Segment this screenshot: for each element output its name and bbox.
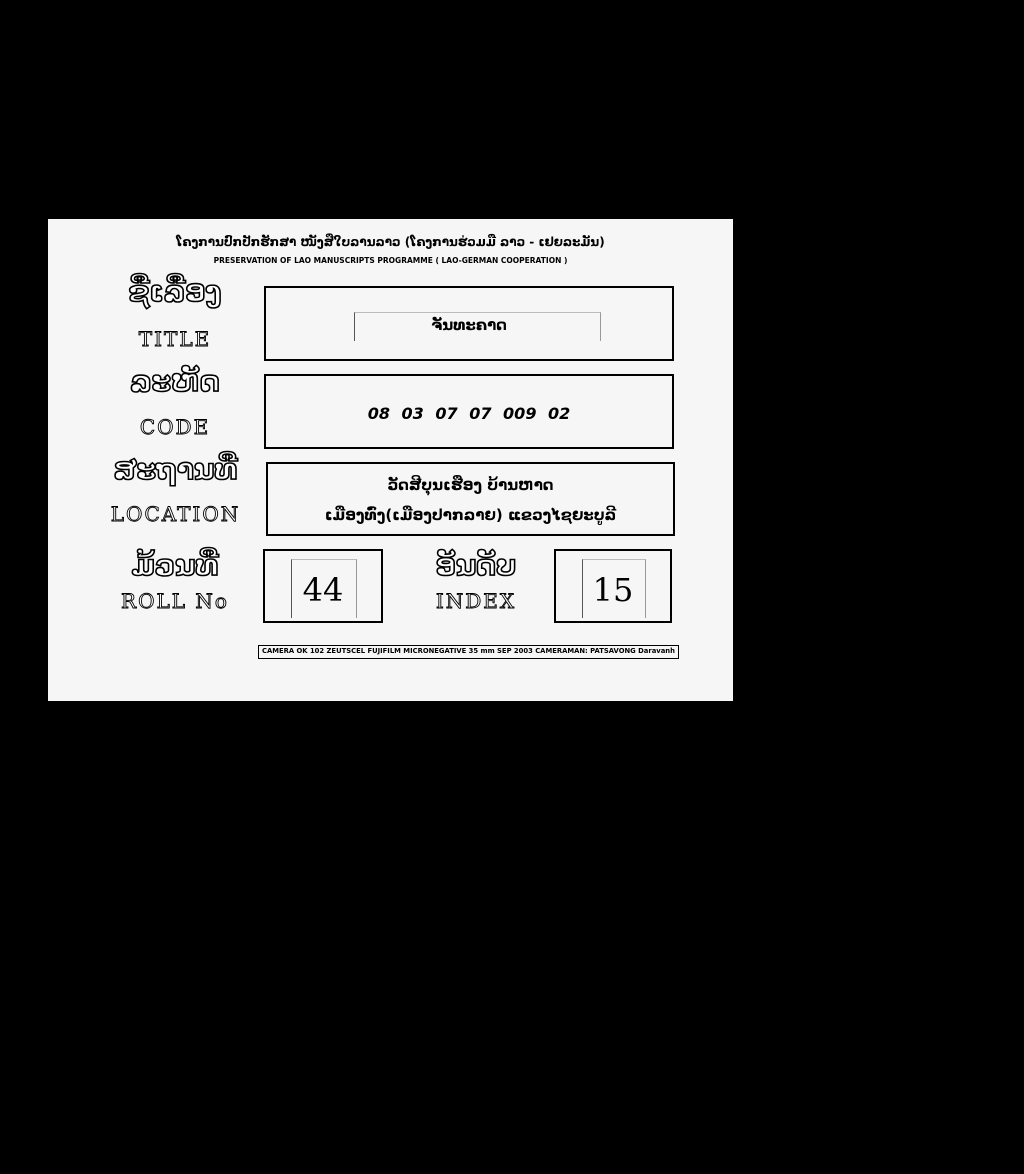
roll-box: [263, 549, 383, 623]
roll-number: 44: [302, 571, 344, 609]
code-label-lao: ລະຫັດ: [130, 365, 220, 398]
title-value: ຈັນທະຄາດ: [431, 316, 507, 334]
code-box: [264, 374, 674, 449]
index-number: 15: [592, 571, 634, 609]
title-label-lao: ຊື່ເລື່ອງ: [128, 275, 222, 308]
index-box: [554, 549, 672, 623]
index-label-lao: ອັນດັບ: [435, 549, 517, 582]
location-line-1: ວັດສີບຸນເຮືອງ ບ້ານຫາດ: [387, 476, 554, 494]
location-line-2: ເມືອງທົ່ງ(ເມືອງປາກລາຍ) ແຂວງໄຊຍະບູລີ: [324, 506, 617, 524]
header-lao: ໂຄງການປົກປັກຮັກສາ ໜັງສືໃບລານລາວ (ໂຄງການຮ່ວມມື ລາວ - ເຢຍລະມັນ): [176, 235, 605, 249]
camera-info-footer: CAMERA OK 102 ZEUTSCEL FUJIFILM MICRONEGATIVE 35 mm SEP 2003 CAMERAMAN: PATSAVONG Daravanh: [258, 645, 679, 659]
manuscript-target-card: [48, 219, 733, 701]
header-english: PRESERVATION OF LAO MANUSCRIPTS PROGRAMME ( LAO-GERMAN COOPERATION ): [213, 256, 568, 265]
roll-label-en: ROLL No: [121, 589, 229, 613]
location-label-lao: ສະຖານທີ່: [113, 453, 238, 486]
title-label-en: TITLE: [138, 327, 212, 351]
index-label-en: INDEX: [435, 589, 517, 613]
location-label-en: LOCATION: [110, 502, 241, 526]
roll-label-lao: ມ້ວນທີ່: [131, 549, 219, 582]
location-box: [266, 462, 675, 536]
title-box: [264, 286, 674, 361]
code-value: 08 03 07 07 009 02: [367, 404, 571, 423]
code-label-en: CODE: [139, 415, 211, 439]
